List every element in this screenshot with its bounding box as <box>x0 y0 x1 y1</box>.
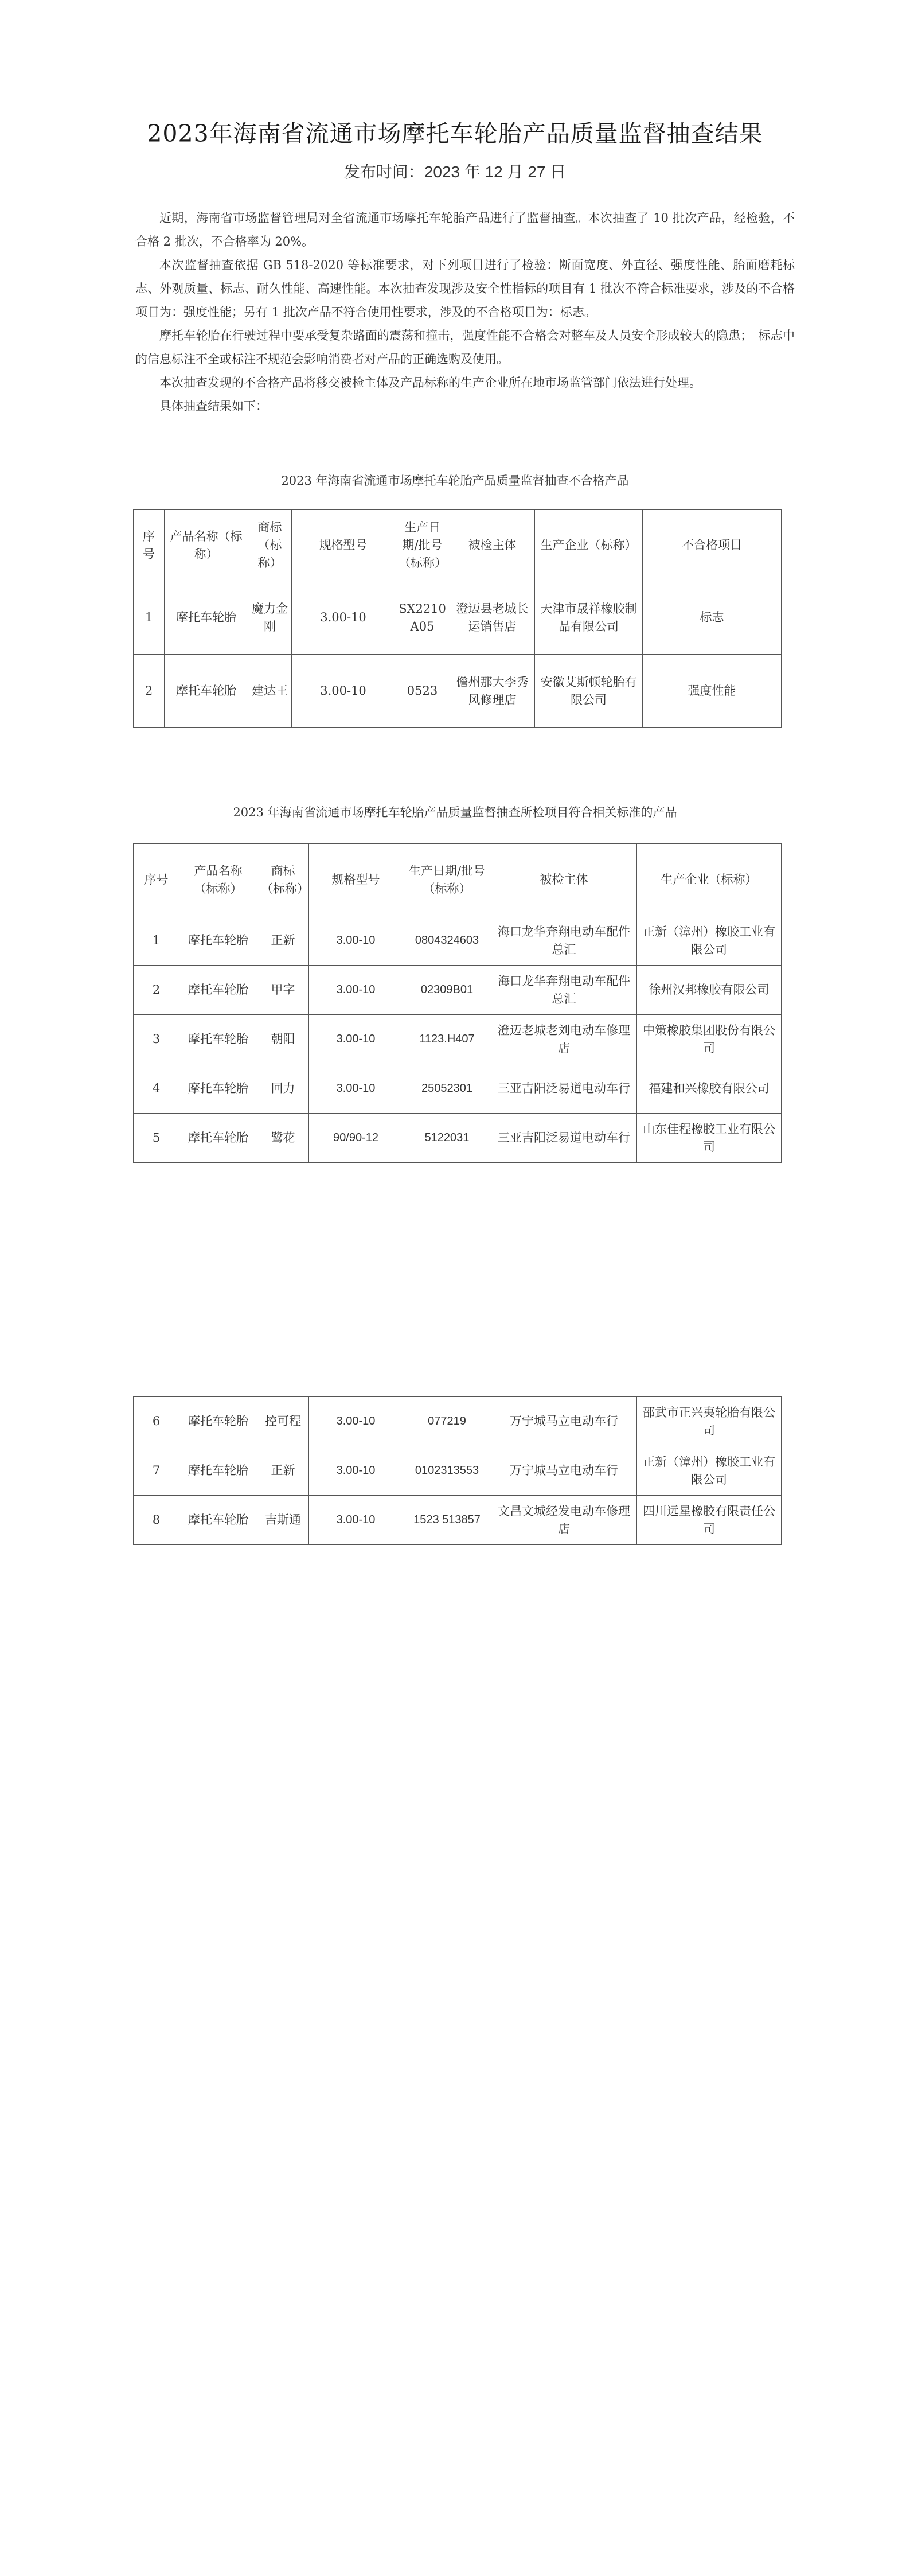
header-cell: 序号 <box>134 510 165 581</box>
table-header-row <box>134 844 782 916</box>
table-cell: 徐州汉邦橡胶有限公司 <box>637 966 782 1015</box>
table-cell: 吉斯通 <box>257 1496 309 1545</box>
table-cell: 摩托车轮胎 <box>165 581 248 655</box>
table-cell: 海口龙华奔翔电动车配件总汇 <box>491 966 637 1015</box>
table-cell: 7 <box>134 1446 179 1496</box>
paragraph: 近期，海南省市场监督管理局对全省流通市场摩托车轮胎产品进行了监督抽查。本次抽查了 10 批次产品，经检验，不合格 2 批次，不合格率为 20%。 <box>135 211 795 248</box>
header-cell: 生产企业（标称） <box>535 510 643 581</box>
table-cell: 3.00-10 <box>292 581 395 655</box>
table-cell: 02309B01 <box>403 966 491 1015</box>
header-cell: 生产日期/批号（标称） <box>395 510 450 581</box>
table-cell: 1523 513857 <box>403 1496 491 1545</box>
table-cell: 摩托车轮胎 <box>179 1064 257 1114</box>
table-row <box>134 1496 782 1545</box>
table-row <box>134 1446 782 1496</box>
table-row <box>134 916 782 966</box>
header-cell: 生产日期/批号（标称） <box>403 844 491 916</box>
nonconforming-table <box>133 509 782 728</box>
table-cell: 回力 <box>257 1064 309 1114</box>
header-cell: 被检主体 <box>491 844 637 916</box>
paragraph: 本次监督抽查依据 GB 518-2020 等标准要求，对下列项目进行了检验：断面宽度、外直径、强度性能、胎面磨耗标志、外观质量、标志、耐久性能、高速性能。本次抽查发现涉及安全性指标的项目有 1 批次不符合标准要求，涉及的不合格项目为：强度性能；另有 1 批次产品不符合使用性要求，涉及的不合格项目为：标志。 <box>135 258 795 319</box>
table-cell: 1 <box>134 581 165 655</box>
table-cell: 摩托车轮胎 <box>179 916 257 966</box>
table-cell: 5122031 <box>403 1114 491 1163</box>
table-cell: 魔力金刚 <box>248 581 292 655</box>
table-cell: 25052301 <box>403 1064 491 1114</box>
table1-caption: 2023 年海南省流通市场摩托车轮胎产品质量监督抽查不合格产品 <box>281 474 629 488</box>
header-cell: 序号 <box>134 844 179 916</box>
table-row <box>134 1397 782 1446</box>
page-title: 2023年海南省流通市场摩托车轮胎产品质量监督抽查结果 <box>147 120 763 147</box>
table-cell: 安徽艾斯顿轮胎有限公司 <box>535 655 643 728</box>
table-cell: 控可程 <box>257 1397 309 1446</box>
table-cell: 摩托车轮胎 <box>179 1114 257 1163</box>
table-cell: 强度性能 <box>643 655 782 728</box>
table-cell: 摩托车轮胎 <box>179 1446 257 1496</box>
table-cell: 2 <box>134 966 179 1015</box>
table-cell: 077219 <box>403 1397 491 1446</box>
table-row <box>134 1064 782 1114</box>
table-cell: 四川远星橡胶有限责任公司 <box>637 1496 782 1545</box>
table-cell: 5 <box>134 1114 179 1163</box>
publish-date-value: 2023 年 12 月 27 日 <box>424 163 567 181</box>
table-cell: 鹭花 <box>257 1114 309 1163</box>
header-cell: 规格型号 <box>309 844 403 916</box>
table-cell: 6 <box>134 1397 179 1446</box>
conforming-table <box>133 843 782 1163</box>
publish-date <box>0 159 910 182</box>
header-cell: 规格型号 <box>292 510 395 581</box>
table-cell: 海口龙华奔翔电动车配件总汇 <box>491 916 637 966</box>
table-row <box>134 655 782 728</box>
table-cell: 摩托车轮胎 <box>179 1397 257 1446</box>
table-cell: 3.00-10 <box>309 916 403 966</box>
table-cell: 朝阳 <box>257 1015 309 1064</box>
table-cell: 90/90-12 <box>309 1114 403 1163</box>
table-cell: 万宁城马立电动车行 <box>491 1397 637 1446</box>
table-cell: 1123.H407 <box>403 1015 491 1064</box>
intro-text <box>135 207 795 418</box>
table-cell: 正新 <box>257 1446 309 1496</box>
table-cell: 正新（漳州）橡胶工业有限公司 <box>637 1446 782 1496</box>
paragraph: 摩托车轮胎在行驶过程中要承受复杂路面的震荡和撞击，强度性能不合格会对整车及人员安全形成较大的隐患； 标志中的信息标注不全或标注不规范会影响消费者对产品的正确选购及使用。 <box>135 329 795 366</box>
publish-date-label: 发布时间： <box>343 162 424 181</box>
table-row <box>134 1114 782 1163</box>
table-cell: 3.00-10 <box>309 1446 403 1496</box>
table-cell: 3.00-10 <box>309 966 403 1015</box>
table-cell: 甲字 <box>257 966 309 1015</box>
header-cell: 产品名称（标称） <box>179 844 257 916</box>
header-cell: 被检主体 <box>450 510 535 581</box>
table-cell: 儋州那大李秀风修理店 <box>450 655 535 728</box>
table-cell: 0102313553 <box>403 1446 491 1496</box>
table-cell: 中策橡胶集团股份有限公司 <box>637 1015 782 1064</box>
table-cell: 邵武市正兴夷轮胎有限公司 <box>637 1397 782 1446</box>
paragraph: 本次抽查发现的不合格产品将移交被检主体及产品标称的生产企业所在地市场监管部门依法进行处理。 <box>159 376 701 390</box>
table-cell: 3 <box>134 1015 179 1064</box>
header-cell: 生产企业（标称） <box>637 844 782 916</box>
table-row <box>134 966 782 1015</box>
table-cell: 万宁城马立电动车行 <box>491 1446 637 1496</box>
table-cell: 8 <box>134 1496 179 1545</box>
table-cell: 建达王 <box>248 655 292 728</box>
header-cell: 不合格项目 <box>643 510 782 581</box>
table-cell: 1 <box>134 916 179 966</box>
table-cell: 3.00-10 <box>309 1397 403 1446</box>
table-cell: 三亚吉阳泛易道电动车行 <box>491 1114 637 1163</box>
table2-caption: 2023 年海南省流通市场摩托车轮胎产品质量监督抽查所检项目符合相关标准的产品 <box>233 806 677 819</box>
table-cell: 文昌文城经发电动车修理店 <box>491 1496 637 1545</box>
table-cell: 标志 <box>643 581 782 655</box>
table-cell: 3.00-10 <box>292 655 395 728</box>
table-cell: 3.00-10 <box>309 1064 403 1114</box>
table-cell: 摩托车轮胎 <box>165 655 248 728</box>
table-cell: 山东佳程橡胶工业有限公司 <box>637 1114 782 1163</box>
table-cell: 0523 <box>395 655 450 728</box>
table-cell: 摩托车轮胎 <box>179 1015 257 1064</box>
table-cell: 3.00-10 <box>309 1015 403 1064</box>
table-cell: SX2210A05 <box>395 581 450 655</box>
conforming-table-continued <box>133 1396 782 1545</box>
table-cell: 福建和兴橡胶有限公司 <box>637 1064 782 1114</box>
table-cell: 澄迈老城老刘电动车修理店 <box>491 1015 637 1064</box>
table-header-row <box>134 510 782 581</box>
table-cell: 天津市晟祥橡胶制品有限公司 <box>535 581 643 655</box>
table-cell: 三亚吉阳泛易道电动车行 <box>491 1064 637 1114</box>
table-cell: 正新 <box>257 916 309 966</box>
header-cell: 产品名称（标称） <box>165 510 248 581</box>
table-cell: 4 <box>134 1064 179 1114</box>
table-cell: 2 <box>134 655 165 728</box>
paragraph: 具体抽查结果如下： <box>159 399 268 413</box>
table-row <box>134 1015 782 1064</box>
table-cell: 3.00-10 <box>309 1496 403 1545</box>
table-cell: 澄迈县老城长运销售店 <box>450 581 535 655</box>
table-cell: 摩托车轮胎 <box>179 966 257 1015</box>
table-row <box>134 581 782 655</box>
table-cell: 正新（漳州）橡胶工业有限公司 <box>637 916 782 966</box>
header-cell: 商标（标称） <box>257 844 309 916</box>
header-cell: 商标（标称） <box>248 510 292 581</box>
table-cell: 0804324603 <box>403 916 491 966</box>
table-cell: 摩托车轮胎 <box>179 1496 257 1545</box>
